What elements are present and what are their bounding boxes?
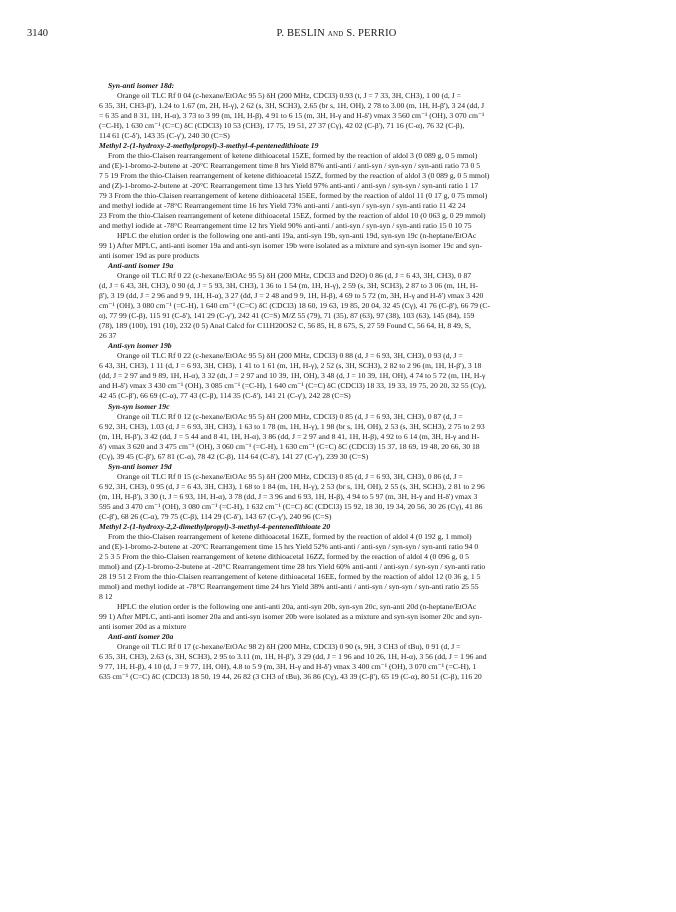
- section-heading: Syn-anti isomer 18d:: [108, 81, 175, 90]
- text-line: 23 From the thio-Claisen rearrangement of ketene dithioacetal 15EZ, formed by the reaction of aldol 10 (0 063 g, 0 29 mmol): [99, 211, 486, 221]
- text-line: 6 43, 3H, CH3), 1 11 (d, J = 6 93, 3H, CH3), 1 41 to 1 61 (m, 1H, H-γ), 2 52 (s, 3H, SCH3), 2 82 to 2 96 (m, 1H, H-β'), 3 18: [99, 361, 482, 371]
- text-line: and H-δ') νmax 3 430 cm⁻¹ (OH), 3 085 cm⁻¹ (=C-H), 1 640 cm⁻¹ (C=C) δC (CDCl3) 18 33, 19 33, 19 75, 20 20, 32 55 (Cγ),: [99, 381, 487, 391]
- text-line: (m, 1H, H-β'), 3 42 (dd, J = 5 44 and 8 41, 1H, H-α), 3 86 (dd, J = 2 97 and 8 41, 1H, H-β), 4 92 to 6 14 (m, 3H, H-γ and H-: [99, 431, 480, 441]
- text-line: anti isomer 19d as pure products: [99, 251, 200, 261]
- text-line: Orange oil TLC Rf 0 04 (c-hexane/EtOAc 95 5) δH (200 MHz, CDCl3) 0.93 (t, J = 7 33, 3H, CH3), 1 00 (d, J =: [117, 91, 461, 101]
- text-line: and (E)-1-bromo-2-butene at -20°C Rearrangement time 15 hrs Yield 52% anti-anti / anti-syn / syn-syn / syn-anti ratio 94 0: [99, 541, 479, 551]
- text-line: mmol) and methyl iodide at -78°C Rearrangement time 24 hrs Yield 38% anti-anti / anti-syn / syn-syn / syn-anti ratio 25 55: [99, 581, 479, 591]
- text-line: (=C-H), 1 630 cm⁻¹ (C=C) δC (CDCl3) 10 53 (CH3), 17 75, 19 51, 27 37 (Cγ), 42 02 (C-β'), 71 16 (C-α), 76 32 (C-β),: [99, 121, 465, 131]
- text-line: mmol) and (Z)-1-bromo-2-butene at -20°C Rearrangement time 28 hrs Yield 60% anti-anti / anti-syn / syn-syn / syn-anti ratio: [99, 561, 486, 571]
- body-text: [99, 81, 645, 896]
- text-line: anti isomer 20d as a mixture: [99, 621, 187, 631]
- text-line: 9 77, 1H, H-β), 4 10 (d, J = 9 77, 1H, OH), 4.8 to 5 9 (m, 3H, H-γ and H-δ') νmax 3 400 cm⁻¹ (OH), 3 070 cm⁻¹ (=C-H), 1: [99, 661, 477, 671]
- text-line: = 6 35 and 8 31, 1H, H-α), 3 73 to 3 99 (m, 1H, H-β), 4 91 to 6 15 (m, 3H, H-γ and H-δ') νmax 3 560 cm⁻¹ (OH), 3 070 cm⁻¹: [99, 111, 485, 121]
- text-line: Orange oil TLC Rf 0 17 (c-hexane/EtOAc 98 2) δH (200 MHz, CDCl3) 0 90 (s, 9H, 3 CH3 of tBu), 0 91 (d, J =: [117, 641, 461, 651]
- text-line: 635 cm⁻¹ (C=C) δC (CDCl3) 18 50, 19 44, 26 82 (3 CH3 of tBu), 36 86 (Cγ), 43 39 (C-β'), 65 19 (C-α), 80 51 (C-β), 116 20: [99, 671, 482, 681]
- text-line: cm⁻¹ (OH), 3 080 cm⁻¹ (=C-H), 1 640 cm⁻¹ (C=C) δC (CDCl3) 18 60, 19 63, 19 85, 20 04, 32 45 (Cγ), 41 76 (C-β'), 66 79 (C-: [99, 301, 491, 311]
- text-line: (d, J = 6 43, 3H, CH3), 0 90 (d, J = 5 93, 3H, CH3), 1 36 to 1 54 (m, 1H, H-γ), 2 59 (s, 3H, SCH3), 2 87 to 3 06 (m, 1H, H-: [99, 281, 478, 291]
- text-line: and (Z)-1-bromo-2-butene at -20°C Rearrangement time 13 hrs Yield 97% anti-anti / anti-syn / syn-syn / syn-anti ratio 1 17: [99, 181, 479, 191]
- text-line: From the thio-Claisen rearrangement of ketene dithioacetal 15ZE, formed by the reaction of aldol 3 (0 089 g, 0 5 mmol): [108, 151, 478, 161]
- text-line: α), 77 99 (C-β), 115 91 (C-δ'), 141 29 (C-γ'), 242 41 (C=S) M/Z 55 (79), 71 (35), 87 (63), 97 (38), 103 (63), 145 (84), 159: [99, 311, 475, 321]
- text-line: 26 37: [99, 331, 117, 341]
- text-line: 99 1) After MPLC, anti-anti isomer 19a and anti-syn isomer 19b were isolated as a mixture and syn-syn isomer 19c and syn-: [99, 241, 483, 251]
- section-heading: Syn-anti isomer 19d: [108, 461, 172, 471]
- text-line: (dd, J = 2 97 and 9 89, 1H, H-α), 3 32 (dt, J = 2 97 and 10 39, 1H, OH), 3 48 (d, J = 10 39, 1H, OH), 4 74 to 5 72 (m, 1H, H-γ: [99, 371, 486, 381]
- text-line: 6 92, 3H, CH3), 0 95 (d, J = 6 43, 3H, CH3), 1 68 to 1 84 (m, 1H, H-γ), 2 53 (br s, 1H, OH), 2 55 (s, 3H, SCH3), 2 81 to 2 96: [99, 481, 485, 491]
- text-line: (m, 1H, H-β'), 3 30 (t, J = 6 93, 1H, H-α), 3 78 (dd, J = 3 96 and 6 93, 1H, H-β), 4 94 to 5 97 (m, 3H, H-γ and H-δ') νmax 3: [99, 491, 478, 501]
- running-title: P. BESLIN and S. PERRIO: [276, 28, 397, 39]
- text-line: Orange oil TLC Rf 0 22 (c-hexane/EtOAc 95 5) δH (200 MHz, CDCl3 and D2O) 0 86 (d, J = 6 43, 3H, CH3), 0 87: [117, 271, 472, 281]
- text-line: 42 45 (C-β'), 66 69 (C-α), 77 43 (C-β), 114 35 (C-δ'), 141 21 (C-γ'), 242 28 (C=S): [99, 391, 351, 401]
- text-line: and (E)-1-bromo-2-butene at -20°C Rearrangement time 8 hrs Yield 87% anti-anti / anti-syn / syn-syn / syn-anti ratio 73 0 5: [99, 161, 481, 171]
- text-line: (Cγ), 39 45 (C-β'), 67 81 (C-α), 78 42 (C-β), 114 64 (C-δ'), 141 27 (C-γ'), 239 30 (C=S): [99, 451, 369, 461]
- section-heading: Anti-anti isomer 20a: [108, 631, 174, 641]
- text-line: 99 1) After MPLC, anti-anti isomer 20a and anti-syn isomer 20b were isolated as a mixture and syn-syn isomer 20c and syn-: [99, 611, 483, 621]
- text-line: 114 61 (C-δ'), 143 35 (C-γ'), 240 30 (C=S): [99, 131, 230, 141]
- text-line: (C-β'), 68 26 (C-α), 79 75 (C-β), 114 29 (C-δ'), 143 67 (C-γ'), 240 96 (C=S): [99, 511, 332, 521]
- text-line: 6 92, 3H, CH3), 1.03 (d, J = 6 93, 3H, CH3), 1 63 to 1 78 (m, 1H, H-γ), 1 98 (br s, 1H, OH), 2 53 (s, 3H, SCH3), 2 75 to 2 93: [99, 421, 485, 431]
- section-heading: Methyl 2-(1-hydroxy-2,2-dimethylpropyl)-3-methyl-4-pentenedithioate 20: [99, 521, 331, 531]
- text-line: HPLC the elution order is the following one anti-anti 20a, anti-syn 20b, syn-syn 20c, syn-anti 20d (n-heptane/EtOAc: [117, 601, 477, 611]
- text-line: From the thio-Claisen rearrangement of ketene dithioacetal 16ZE, formed by the reaction of aldol 4 (0 192 g, 1 mmol): [108, 531, 472, 541]
- text-line: 6 35, 3H, CH3-β'), 1.24 to 1.67 (m, 2H, H-γ), 2 62 (s, 3H, SCH3), 2.65 (br s, 1H, OH), 2 78 to 3.00 (m, 1H, H-β'), 3 24 (dd, J: [99, 101, 485, 111]
- text-line: δ') νmax 3 620 and 3 475 cm⁻¹ (OH), 3 060 cm⁻¹ (=C-H), 1 630 cm⁻¹ (C=C) δC (CDCl3) 15 37, 18 69, 19 48, 20 66, 30 18: [99, 441, 480, 451]
- text-line: 7 5 19 From the thio-Claisen rearrangement of ketene dithioacetal 15ZZ, formed by the reaction of aldol 3 (0 089 g, 0 5 mmol): [99, 171, 490, 181]
- text-line: 2 5 3 5 From the thio-Claisen rearrangement of ketene dithioacetal 16ZZ, formed by the reaction of aldol 4 (0 096 g, 0 5: [99, 551, 469, 561]
- text-line: 28 19 51 2 From the thio-Claisen rearrangement of ketene dithioacetal 16EE, formed by the reaction of aldol 12 (0 36 g, 1 5: [99, 571, 481, 581]
- text-line: Orange oil TLC Rf 0 15 (c-hexane/EtOAc 95 5) δH (200 MHz, CDCl3) 0 85 (d, J = 6 93, 3H, CH3), 0 86 (d, J =: [117, 471, 463, 481]
- text-line: and methyl iodide at -78°C Rearrangement time 16 hrs Yield 73% anti-anti / anti-syn / syn-syn / syn-anti ratio 11 42 24: [99, 201, 466, 211]
- section-heading: Anti-syn isomer 19b: [108, 341, 172, 351]
- text-line: 6 35, 3H, CH3), 2.63 (s, 3H, SCH3), 2 95 to 3.11 (m, 1H, H-β'), 3 29 (dd, J = 1 96 and 10 26, 1H, H-α), 3 56 (dd, J = 1 96 and: [99, 651, 487, 661]
- section-heading: Anti-anti isomer 19a: [108, 261, 174, 271]
- text-line: and methyl iodide at -78°C Rearrangement time 12 hrs Yield 90% anti-anti / anti-syn / syn-syn / syn-anti ratio 15 0 10 75: [99, 221, 472, 231]
- section-heading: Methyl 2-(1-hydroxy-2-methylpropyl)-3-methyl-4-pentenedithioate 19: [99, 141, 319, 151]
- page-header: [27, 28, 646, 42]
- text-line: Orange oil TLC Rf 0 12 (c-hexane/EtOAc 95 5) δH (200 MHz, CDCl3) 0 85 (d, J = 6 93, 3H, CH3), 0 87 (d, J =: [117, 411, 463, 421]
- text-line: Orange oil TLC Rf 0 22 (c-hexane/EtOAc 95 5) δH (200 MHz, CDCl3) 0 88 (d, J = 6 93, 3H, CH3), 0 93 (d, J =: [117, 351, 463, 361]
- text-line: HPLC the elution order is the following one anti-anti 19a, anti-syn 19b, syn-anti 19d, syn-syn 19c (n-heptane/EtOAc: [117, 231, 477, 241]
- text-line: 8 12: [99, 591, 113, 601]
- text-line: (78), 189 (100), 191 (10), 232 (0 5) Anal Calcd for C11H20OS2 C, 56 85, H, 8 675, S, 27 59 Found C, 56 64, H, 8 49, S,: [99, 321, 471, 331]
- text-line: β'), 3 19 (dd, J = 2 96 and 9 9, 1H, H-α), 3 27 (dd, J = 2 48 and 9 9, 1H, H-β), 4 69 to 5 72 (m, 3H, H-γ and H-δ') νmax 3 420: [99, 291, 484, 301]
- section-heading: Syn-syn isomer 19c: [108, 401, 170, 411]
- page-number: 3140: [27, 28, 48, 39]
- text-line: 595 and 3 470 cm⁻¹ (OH), 3 080 cm⁻¹ (=C-H), 1 632 cm⁻¹ (C=C) δC (CDCl3) 15 92, 18 30, 19 34, 20 56, 30 26 (Cγ), 41 86: [99, 501, 483, 511]
- text-line: 79 3 From the thio-Claisen rearrangement of ketene dithioacetal 15EE, formed by the reaction of aldol 11 (0 17 g, 0 75 mmol): [99, 191, 488, 201]
